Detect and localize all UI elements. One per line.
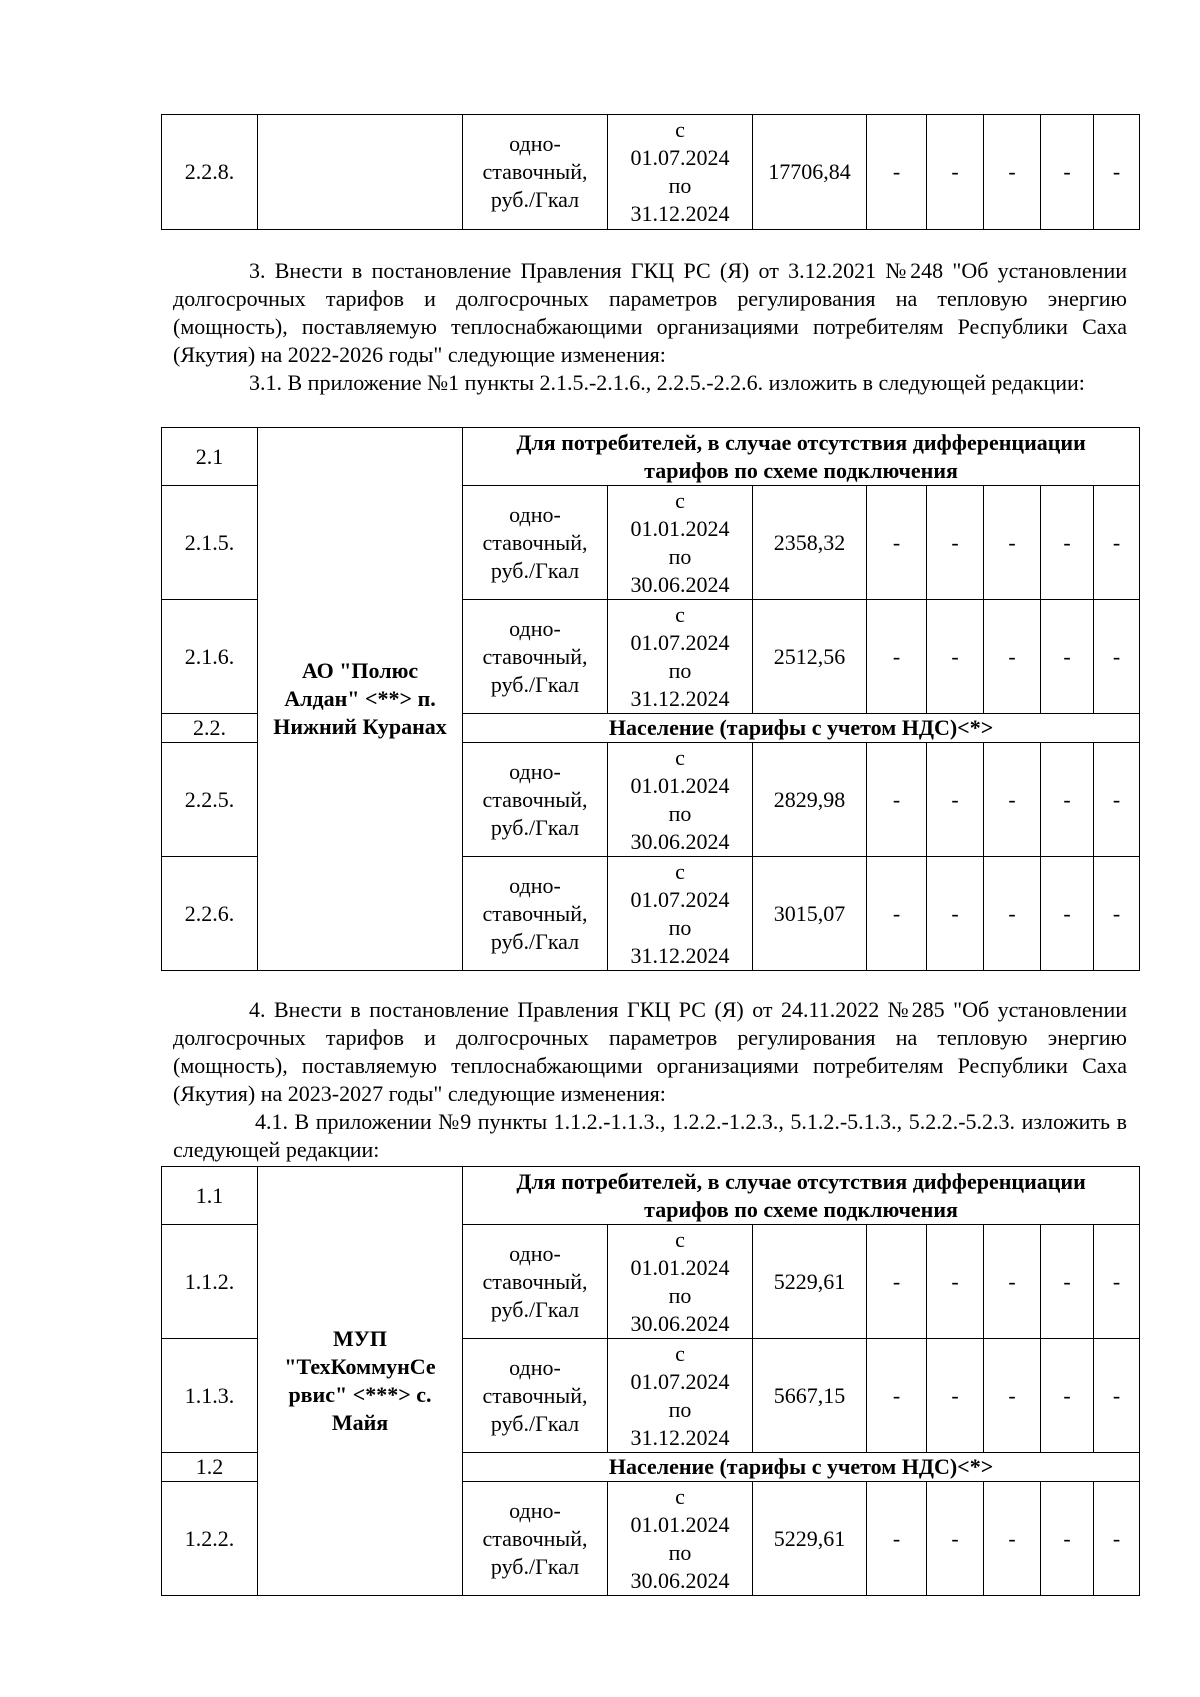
dash-cell: - [1041,743,1094,857]
group-number: 1.1 [162,1167,258,1225]
dash-cell: - [867,743,927,857]
dash-cell: - [1094,115,1140,230]
tariff-type: одно- ставочный, руб./Гкал [463,1225,608,1339]
organization-name: МУП "ТехКоммунСе рвис" <***> с. Майя [258,1167,463,1596]
dash-cell: - [984,743,1041,857]
tariff-type: одно- ставочный, руб./Гкал [463,486,608,600]
dash-cell: - [867,1339,927,1453]
group-number: 2.1 [162,428,258,486]
table-row [162,115,1140,230]
dash-cell: - [984,115,1041,230]
dash-cell: - [867,600,927,714]
row-number: 1.1.3. [162,1339,258,1453]
dash-cell: - [984,1339,1041,1453]
row-number: 1.2.2. [162,1482,258,1596]
dash-cell: - [867,857,927,971]
period: с 01.07.2024 по 31.12.2024 [608,857,753,971]
section-3-1-paragraph: 3.1. В приложение №1 пункты 2.1.5.-2.1.6., 2.2.5.-2.2.6. изложить в следующей редакции: [249,370,1085,395]
dash-cell: - [867,115,927,230]
group-header: Для потребителей, в случае отсутствия дифференциации тарифов по схеме подключения [463,428,1140,486]
period: с 01.07.2024 по 31.12.2024 [608,1339,753,1453]
row-number: 2.1.5. [162,486,258,600]
dash-cell: - [867,1225,927,1339]
period: с 01.01.2024 по 30.06.2024 [608,1225,753,1339]
tariff-type: одно- ставочный, руб./Гкал [463,115,608,230]
tariff-type: одно- ставочный, руб./Гкал [463,1482,608,1596]
dash-cell: - [927,600,984,714]
dash-cell: - [1041,115,1094,230]
organization-name: АО "Полюс Алдан" <**> п. Нижний Куранах [258,428,463,971]
dash-cell: - [1094,600,1140,714]
dash-cell: - [984,1482,1041,1596]
group-number: 1.2 [162,1453,258,1482]
row-number: 2.2.5. [162,743,258,857]
dash-cell: - [1094,743,1140,857]
row-number: 1.1.2. [162,1225,258,1339]
dash-cell: - [1094,1225,1140,1339]
tariff-value: 17706,84 [753,115,867,230]
dash-cell: - [927,1339,984,1453]
dash-cell: - [1041,1482,1094,1596]
period: с 01.07.2024 по 31.12.2024 [608,600,753,714]
dash-cell: - [927,857,984,971]
section-3-paragraph: 3. Внести в постановление Правления ГКЦ РС (Я) от 3.12.2021 №248 "Об установлении долгосрочных тарифов и долгосрочных параметров регулирования на тепловую энергию (мощность), поставляемую теплоснабжающими организациями потребителям Республики Саха (Якутия) на 2022-2026 годы" следующие изменения: [173,258,1127,367]
dash-cell: - [927,115,984,230]
period: с 01.01.2024 по 30.06.2024 [608,1482,753,1596]
dash-cell: - [927,1225,984,1339]
dash-cell: - [984,1225,1041,1339]
dash-cell: - [984,486,1041,600]
dash-cell: - [984,857,1041,971]
dash-cell: - [1094,486,1140,600]
tariff-table-tekhkommunservis [161,1166,1140,1596]
dash-cell: - [927,1482,984,1596]
dash-cell: - [984,600,1041,714]
tariff-value: 2512,56 [753,600,867,714]
dash-cell: - [927,486,984,600]
row-number: 2.1.6. [162,600,258,714]
period: с 01.01.2024 по 30.06.2024 [608,743,753,857]
tariff-value: 5667,15 [753,1339,867,1453]
section-4-paragraph: 4. Внести в постановление Правления ГКЦ РС (Я) от 24.11.2022 №285 "Об установлении долгосрочных тарифов и долгосрочных параметров регулирования на тепловую энергию (мощность), поставляемую теплоснабжающими организациями потребителям Республики Саха (Якутия) на 2023-2027 годы" следующие изменения: [173,997,1127,1106]
dash-cell: - [1094,1339,1140,1453]
tariff-value: 2829,98 [753,743,867,857]
dash-cell: - [1041,1339,1094,1453]
dash-cell: - [1094,1482,1140,1596]
dash-cell: - [867,1482,927,1596]
dash-cell: - [1041,600,1094,714]
dash-cell: - [1041,857,1094,971]
group-header: Население (тарифы с учетом НДС)<*> [463,714,1140,743]
row-number: 2.2.6. [162,857,258,971]
period: с 01.07.2024 по 31.12.2024 [608,115,753,230]
group-number: 2.2. [162,714,258,743]
period: с 01.01.2024 по 30.06.2024 [608,486,753,600]
tariff-type: одно- ставочный, руб./Гкал [463,743,608,857]
section-4-1-paragraph: 4.1. В приложении №9 пункты 1.1.2.-1.1.3., 1.2.2.-1.2.3., 5.1.2.-5.1.3., 5.2.2.-5.2.3. изложить в следующей редакции: [173,1109,1127,1162]
tariff-type: одно- ставочный, руб./Гкал [463,1339,608,1453]
row-number: 2.2.8. [162,115,258,230]
tariff-type: одно- ставочный, руб./Гкал [463,600,608,714]
tariff-table-continuation [161,114,1140,230]
tariff-value: 5229,61 [753,1482,867,1596]
group-header-row [162,1167,1140,1225]
dash-cell: - [1094,857,1140,971]
dash-cell: - [1041,1225,1094,1339]
group-header: Для потребителей, в случае отсутствия дифференциации тарифов по схеме подключения [463,1167,1140,1225]
tariff-type: одно- ставочный, руб./Гкал [463,857,608,971]
tariff-value: 3015,07 [753,857,867,971]
tariff-value: 5229,61 [753,1225,867,1339]
dash-cell: - [1041,486,1094,600]
tariff-table-polyus [161,427,1140,971]
group-header-row [162,428,1140,486]
group-header: Население (тарифы с учетом НДС)<*> [463,1453,1140,1482]
tariff-value: 2358,32 [753,486,867,600]
dash-cell: - [867,486,927,600]
dash-cell: - [927,743,984,857]
org-cell [258,115,463,230]
